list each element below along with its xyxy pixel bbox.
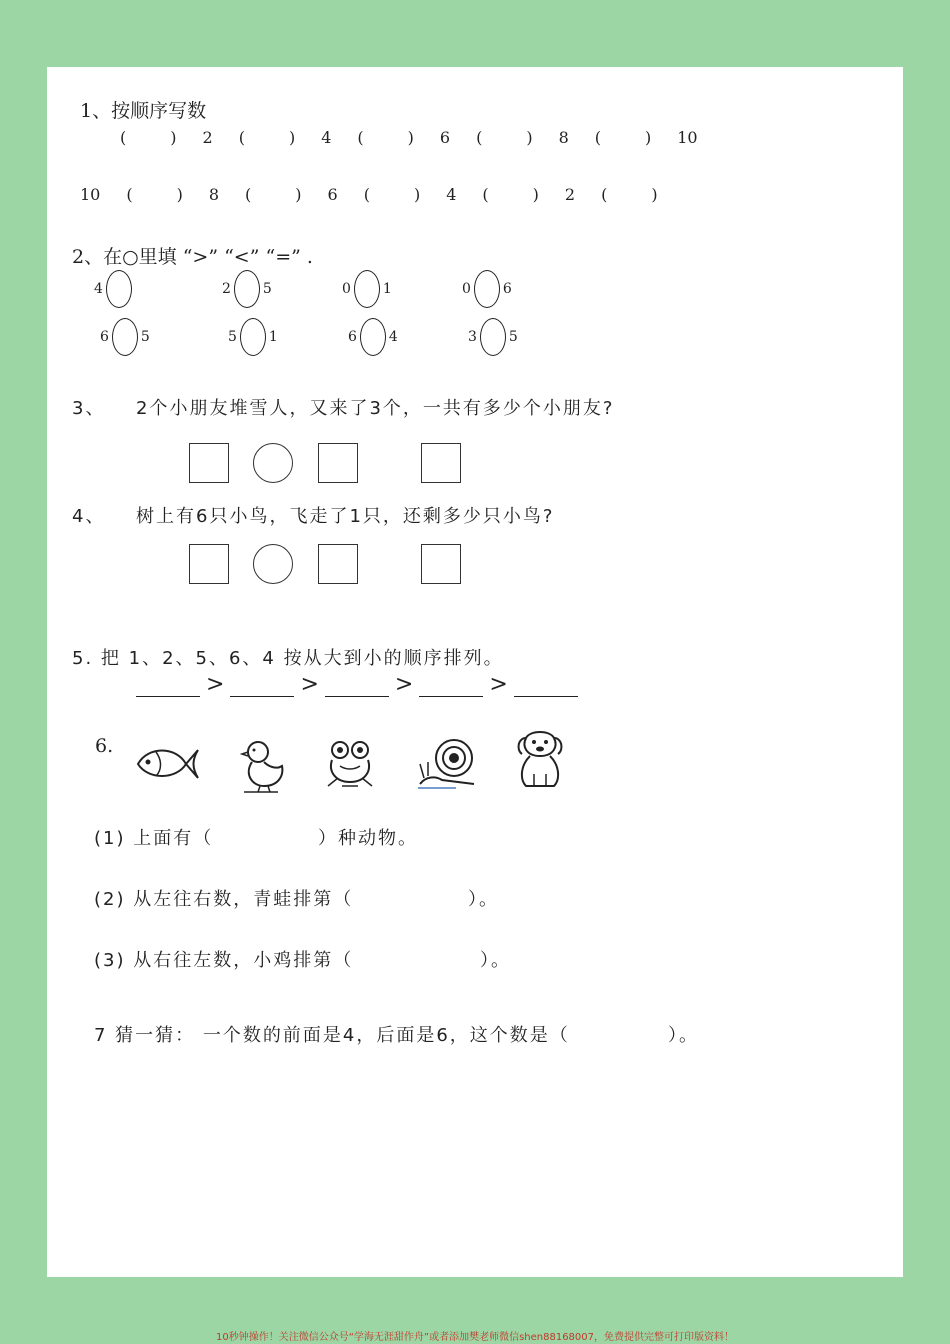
q4-number: 4、 [72,506,106,527]
answer-blank[interactable] [325,682,389,697]
comparison-item [222,270,272,308]
paren: ) [295,185,302,204]
greater-than-sign: > [300,672,319,697]
left-number: 0 [462,281,471,297]
q3-operator-circle[interactable] [253,443,293,483]
comparison-item [228,318,278,356]
q3-number: 3、 [72,398,106,419]
paren: ( [363,185,370,204]
q6-number: 6. [95,735,114,757]
q4-answer-box-2[interactable] [318,544,358,584]
right-number: 1 [268,329,278,345]
sequence-number: 4 [321,128,332,147]
snail-icon [416,734,480,792]
paren: ) [407,128,414,147]
comparison-oval[interactable] [480,318,506,356]
greater-than-sign: > [489,672,508,697]
comparison-oval[interactable] [240,318,266,356]
chick-icon [238,736,288,794]
q4-operator-circle[interactable] [253,544,293,584]
q3-answer-box-2[interactable] [318,443,358,483]
left-number: 2 [222,281,231,297]
q1-sequence-row-1 [120,128,724,147]
comparison-item [348,318,398,356]
left-number: 4 [94,281,103,297]
comparison-oval[interactable] [474,270,500,308]
paren: ( [357,128,364,147]
comparison-oval[interactable] [112,318,138,356]
sequence-number: 6 [327,185,338,204]
dog-icon [512,728,568,790]
comparison-item [468,318,518,356]
q3-answer-box-1[interactable] [189,443,229,483]
right-number: 6 [502,281,512,297]
q6-sub3-suffix: ）。 [480,950,511,971]
answer-blank[interactable] [230,682,294,697]
sequence-number: 2 [202,128,213,147]
sequence-number: 4 [446,185,457,204]
q3-text: 2个小朋友堆雪人，又来了3个，一共有多少个小朋友? [136,398,615,419]
q4-answer-box-1[interactable] [189,544,229,584]
greater-than-sign: > [206,672,225,697]
right-number: 5 [508,329,518,345]
sequence-number: 2 [564,185,576,204]
paren: ( [238,128,245,147]
q5-answer-line [136,672,578,697]
q5-text: 5. 把 1、2、5、6、4 按从大到小的顺序排列。 [72,648,504,669]
q6-sub2-suffix: ）。 [468,889,499,910]
paren: ( [601,185,608,204]
q6-sub2-prefix: (2) 从左往右数，青蛙排第（ [94,889,354,910]
left-number: 5 [228,329,237,345]
right-number: 1 [382,281,392,297]
q1-sequence-row-2 [80,185,684,204]
comparison-oval[interactable] [354,270,380,308]
q2-title: 2、在○里填 “>” “<” “=” . [72,246,313,268]
comparison-oval[interactable] [106,270,132,308]
q6-sub3-prefix: (3) 从右往左数，小鸡排第（ [94,950,354,971]
paren: ( [120,128,127,147]
paren: ) [170,128,177,147]
left-number: 0 [342,281,351,297]
paren: ( [594,128,601,147]
comparison-item [94,270,135,308]
q7-prefix: 7 猜一猜： 一个数的前面是4，后面是6，这个数是（ [94,1025,570,1046]
greater-than-sign: > [394,672,414,697]
answer-blank[interactable] [514,682,578,697]
paren: ) [176,185,183,204]
paren: ) [645,128,652,147]
left-number: 6 [348,329,357,345]
footer-note: 10秒钟操作！关注微信公众号“学海无涯甜作舟”或者添加樊老师微信shen88168007，免费提供完整可打印版资料！ [215,1332,735,1343]
right-number: 5 [262,281,272,297]
sequence-number: 10 [80,185,101,204]
q6-sub1-suffix: ）种动物。 [318,828,418,849]
sequence-number: 10 [677,128,698,147]
q1-title: 1、按顺序写数 [80,100,207,122]
left-number: 3 [468,329,477,345]
q4-answer-box-result[interactable] [421,544,461,584]
q7-suffix: ）。 [668,1025,699,1046]
right-number: 4 [388,329,398,345]
comparison-item [342,270,392,308]
comparison-item [100,318,150,356]
q4-text: 树上有6只小鸟，飞走了1只，还剩多少只小鸟? [136,506,555,527]
comparison-item [462,270,512,308]
paren: ) [532,185,539,204]
sequence-number: 6 [439,128,451,147]
paren: ) [288,128,296,147]
q6-sub1-prefix: (1) 上面有（ [94,828,214,849]
paren: ) [526,128,533,147]
fish-icon [134,740,202,786]
frog-icon [324,738,376,790]
right-number: 5 [140,329,150,345]
sequence-number: 8 [558,128,569,147]
paren: ( [482,185,489,204]
sequence-number: 8 [208,185,220,204]
answer-blank[interactable] [419,682,483,697]
answer-blank[interactable] [136,682,200,697]
paren: ) [651,185,658,204]
q3-answer-box-result[interactable] [421,443,461,483]
left-number: 6 [100,329,109,345]
comparison-oval[interactable] [234,270,260,308]
paren: ) [413,185,421,204]
paren: ( [476,128,483,147]
paren: ( [245,185,252,204]
paren: ( [126,185,133,204]
comparison-oval[interactable] [360,318,386,356]
